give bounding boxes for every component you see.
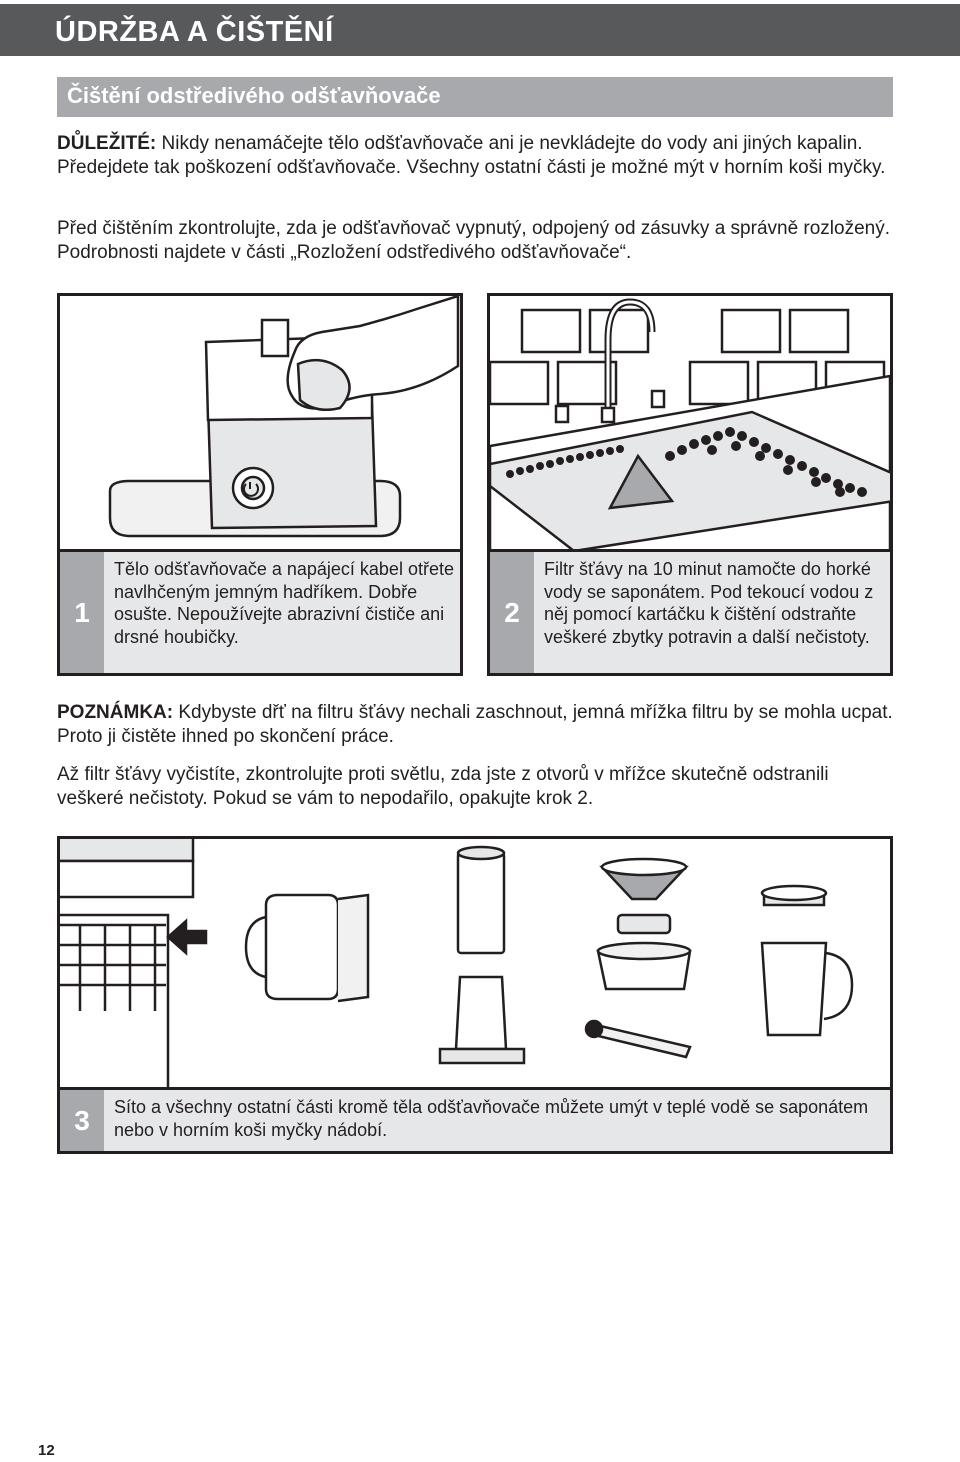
- step-1-number: 1: [60, 552, 104, 673]
- step-3-box: [60, 1087, 890, 1151]
- step-3-text: Síto a všechny ostatní části kromě těla odšťavňovače můžete umýt v teplé vodě se saponátem nebo v horním koši myčky nádobí.: [114, 1097, 869, 1140]
- page-number: 12: [38, 1442, 55, 1459]
- section-bar: [57, 77, 893, 117]
- step-1-box: [60, 549, 460, 673]
- juicer-wipe-illustration: [60, 296, 460, 551]
- step-2-text: Filtr šťávy na 10 minut namočte do horké vody se saponátem. Pod tekoucí vodou z něj pomocí kartáčku k čištění odstraňte veškeré zbytky potravin a další nečistoty.: [544, 559, 874, 647]
- step-2-number: 2: [490, 552, 534, 673]
- note-text: Kdybyste dřť na filtru šťávy nechali zaschnout, jemná mřížka filtru by se mohla ucpat. Proto ji čistěte ihned po skončení práce.: [57, 702, 893, 747]
- followup-paragraph: Až filtr šťávy vyčistíte, zkontrolujte proti světlu, zda jste z otvorů v mřížce skutečně odstranili veškeré nečistoty. Pokud se vám to nepodařilo, opakujte krok 2.: [57, 764, 829, 809]
- step-2-panel: [487, 293, 893, 676]
- important-paragraph: [57, 132, 897, 180]
- step-2-box: [490, 549, 890, 673]
- header-bar: [0, 4, 960, 56]
- step-3-number: 3: [60, 1090, 104, 1151]
- parts-wash-illustration: [60, 839, 890, 1093]
- section-title: Čištění odstředivého odšťavňovače: [67, 83, 441, 108]
- important-label: DŮLEŽITÉ:: [57, 133, 157, 154]
- sink-soak-illustration: [490, 296, 890, 551]
- step-3-panel: [57, 836, 893, 1154]
- page-title: ÚDRŽBA A ČIŠTĚNÍ: [55, 16, 334, 48]
- step-1-panel: [57, 293, 463, 676]
- step-1-text: Tělo odšťavňovače a napájecí kabel otřete navlhčeným jemným hadříkem. Dobře osušte. Nepoužívejte abrazivní čističe ani drsné houbičky.: [114, 559, 454, 647]
- important-text: Nikdy nenamáčejte tělo odšťavňovače ani je nevkládejte do vody ani jiných kapalin. Předejdete tak poškození odšťavňovače. Všechny ostatní části je možné mýt v horním koši myčky.: [57, 133, 886, 178]
- check-paragraph: Před čištěním zkontrolujte, zda je odšťavňovač vypnutý, odpojený od zásuvky a správně rozložený. Podrobnosti najdete v části „Rozložení odstředivého odšťavňovače“.: [57, 218, 891, 263]
- note-paragraph: [57, 701, 897, 749]
- note-label: POZNÁMKA:: [57, 702, 174, 723]
